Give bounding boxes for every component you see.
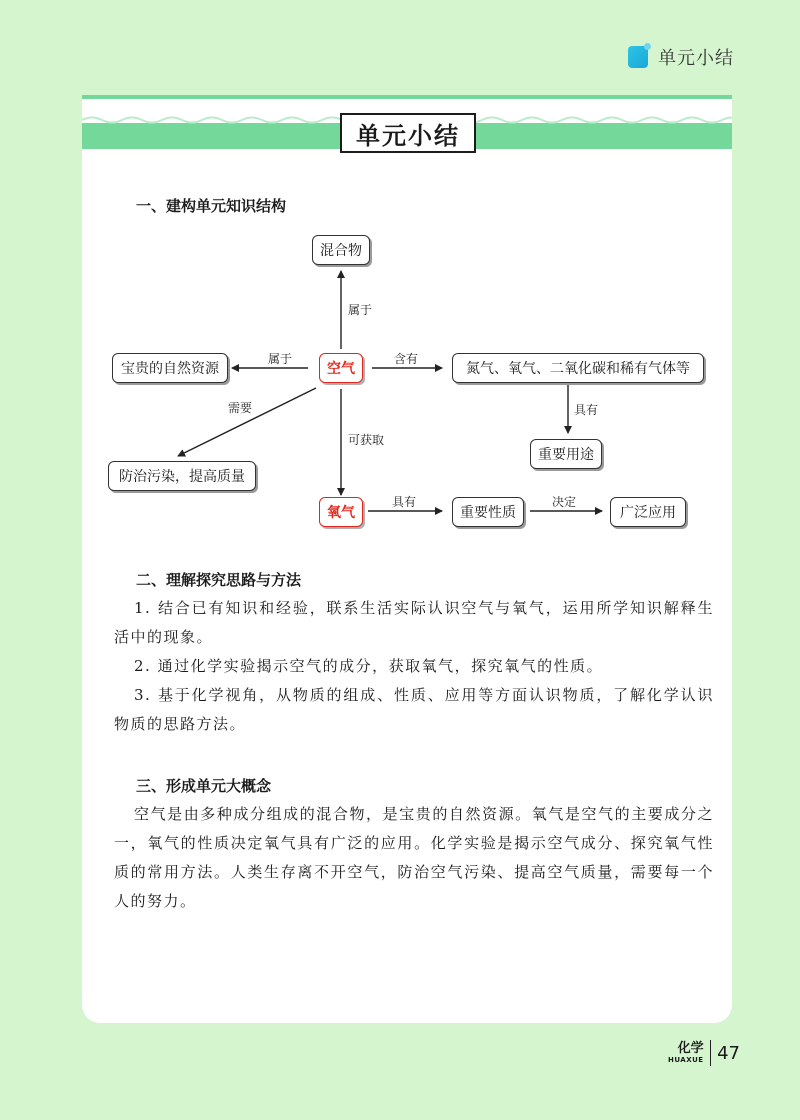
node-uses: 重要用途 [530, 439, 602, 469]
section-tag-icon [628, 46, 648, 68]
edge-label-obtainable: 可获取 [348, 433, 385, 447]
node-pollution: 防治污染，提高质量 [108, 461, 256, 491]
node-mixture: 混合物 [312, 235, 370, 265]
section3-heading: 三、形成单元大概念 [136, 777, 272, 795]
edge-label-contains: 含有 [394, 352, 419, 366]
section-tag [628, 44, 734, 70]
section2-heading: 二、理解探究思路与方法 [136, 571, 302, 589]
page-title: 单元小结 [340, 113, 476, 153]
edge-label-needs: 需要 [228, 401, 253, 415]
node-components: 氮气、氧气、二氧化碳和稀有气体等 [452, 353, 704, 383]
node-properties: 重要性质 [452, 497, 524, 527]
section2-item-1: 1. 结合已有知识和经验，联系生活实际认识空气与氧气，运用所学知识解释生活中的现象。 [114, 599, 714, 646]
section1-heading: 一、建构单元知识结构 [136, 197, 287, 215]
node-air: 空气 [319, 353, 363, 383]
content-card [82, 95, 732, 1023]
section2-item-2: 2. 通过化学实验揭示空气的成分，获取氧气，探究氧气的性质。 [134, 657, 604, 675]
subject-en: HUAXUE [667, 1056, 704, 1064]
page-footer [668, 1040, 740, 1066]
footer-divider [710, 1040, 712, 1066]
edge-label-belongs-left: 属于 [268, 352, 293, 366]
section3-text: 空气是由多种成分组成的混合物，是宝贵的自然资源。氧气是空气的主要成分之一，氧气的性质决定氧气具有广泛的应用。化学实验是揭示空气成分、探究氧气性质的常用方法。人类生存离不开空气，防治空气污染、提高空气质量，需要每一个人的努力。 [114, 805, 714, 910]
node-oxygen: 氧气 [319, 497, 363, 527]
section-tag-label: 单元小结 [658, 48, 734, 69]
node-resource: 宝贵的自然资源 [112, 353, 228, 383]
knowledge-structure-diagram [82, 95, 732, 555]
edge-label-has-properties: 具有 [392, 495, 417, 509]
node-applications: 广泛应用 [610, 497, 686, 527]
section2-item-3: 3. 基于化学视角，从物质的组成、性质、应用等方面认识物质，了解化学认识物质的思路方法。 [114, 686, 714, 733]
edge-label-belongs-up: 属于 [348, 303, 373, 317]
subject-brand [668, 1042, 704, 1064]
edge-label-has-uses: 具有 [574, 403, 599, 417]
subject-cn: 化学 [677, 1041, 704, 1056]
edge-label-determines: 决定 [552, 495, 577, 509]
page-number: 47 [717, 1042, 740, 1064]
